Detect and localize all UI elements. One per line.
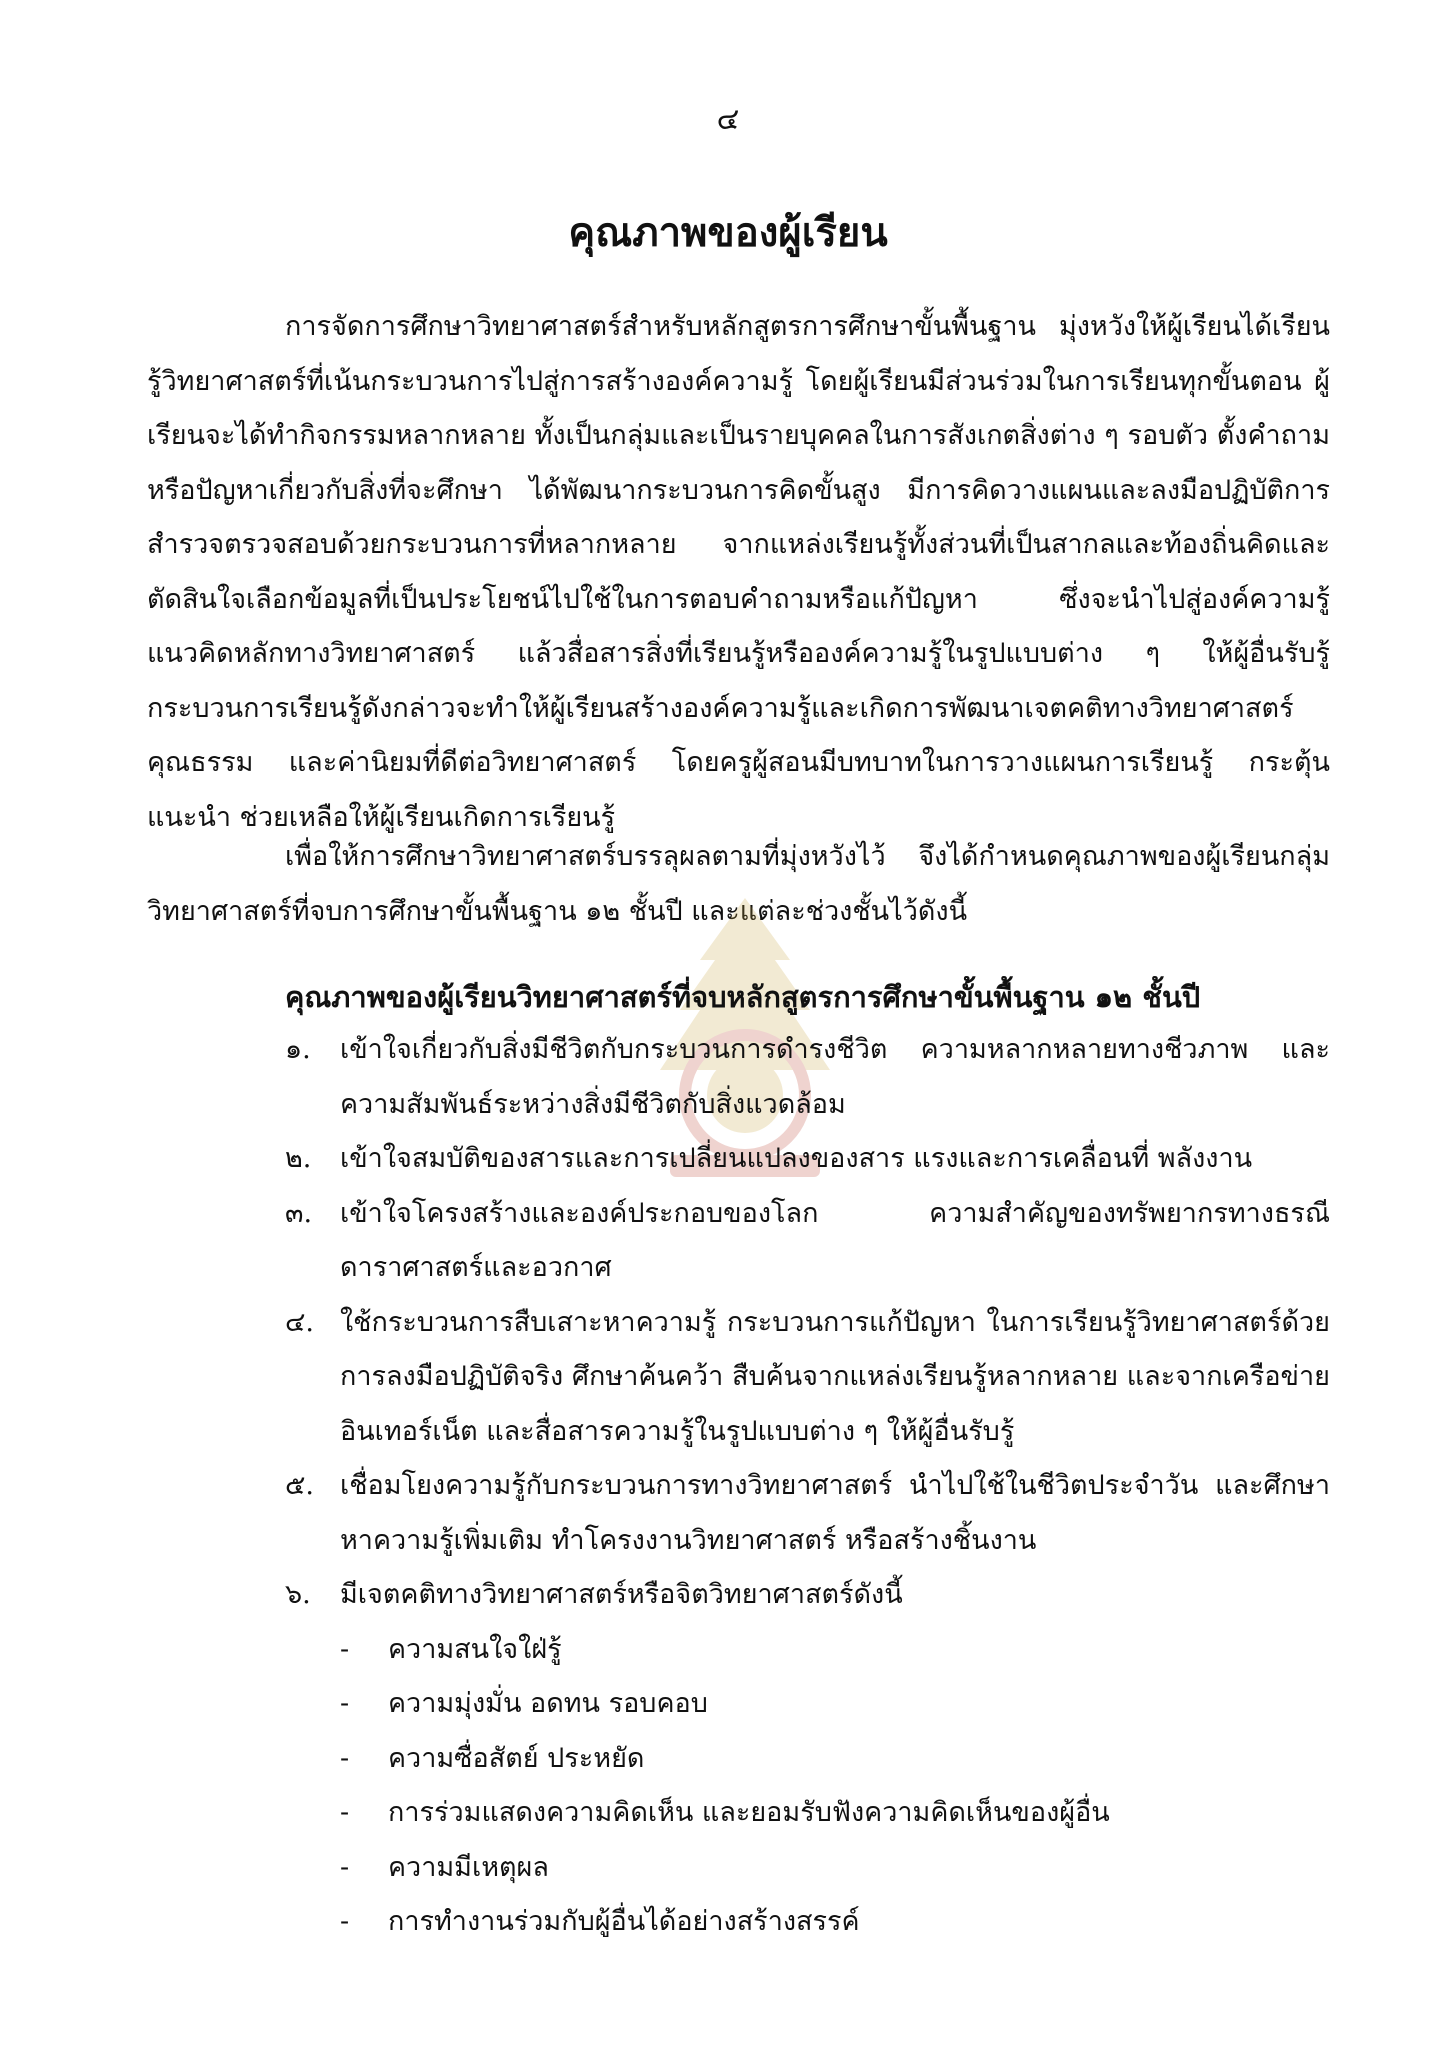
sublist-item-text: ความสนใจใฝ่รู้: [388, 1633, 562, 1665]
sublist-item-text: ความซื่อสัตย์ ประหยัด: [388, 1742, 645, 1774]
sublist-item: [285, 1677, 1330, 1732]
list-item: [285, 1023, 1330, 1132]
list-item-text: เข้าใจโครงสร้างและองค์ประกอบของโลก ความสำคัญของทรัพยากรทางธรณี ดาราศาสตร์และอวกาศ: [340, 1197, 1330, 1283]
list-item-text: เข้าใจสมบัติของสารและการเปลี่ยนแปลงของสาร แรงและการเคลื่อนที่ พลังงาน: [340, 1143, 1253, 1174]
sublist-item-text: การทำงานร่วมกับผู้อื่นได้อย่างสร้างสรรค์: [388, 1906, 860, 1937]
list-item: [285, 1459, 1330, 1568]
list-item-text: เข้าใจเกี่ยวกับสิ่งมีชีวิตกับกระบวนการดำรงชีวิต ความหลากหลายทางชีวภาพ และความสัมพันธ์ระหว่างสิ่งมีชีวิตกับสิ่งแวดล้อม: [340, 1034, 1330, 1120]
list-item: [285, 1187, 1330, 1296]
sublist-item: [285, 1786, 1330, 1841]
attitude-sublist: [285, 1623, 1330, 1950]
dash-bullet: -: [340, 1851, 350, 1883]
dash-bullet: -: [340, 1742, 350, 1774]
list-item-text: มีเจตคติทางวิทยาศาสตร์หรือจิตวิทยาศาสตร์ดังนี้: [340, 1579, 903, 1610]
sublist-item: [285, 1623, 1330, 1678]
list-item-number: ๒.: [285, 1143, 312, 1174]
page-number: ๔: [716, 102, 740, 137]
list-item-number: ๕.: [285, 1470, 315, 1501]
list-item-text: ใช้กระบวนการสืบเสาะหาความรู้ กระบวนการแก้ปัญหา ในการเรียนรู้วิทยาศาสตร์ด้วยการลงมือปฏิบัติจริง ศึกษาค้นคว้า สืบค้นจากแหล่งเรียนรู้หลากหลาย และจากเครือข่ายอินเทอร์เน็ต และสื่อสารความรู้ในรูปแบบต่าง ๆ ให้ผู้อื่นรับรู้: [340, 1306, 1330, 1447]
dash-bullet: -: [340, 1797, 350, 1828]
list-item-number: ๖.: [285, 1579, 311, 1610]
dash-bullet: -: [340, 1633, 350, 1665]
list-item-number: ๔.: [285, 1306, 315, 1338]
page-title: คุณภาพของผู้เรียน: [568, 209, 888, 256]
intro-paragraph-1: [147, 300, 1330, 845]
quality-list: [285, 1023, 1330, 1950]
dash-bullet: -: [340, 1688, 350, 1719]
list-item: [285, 1568, 1330, 1623]
sublist-item: [285, 1841, 1330, 1896]
list-item: [285, 1132, 1330, 1187]
list-item-text: เชื่อมโยงความรู้กับกระบวนการทางวิทยาศาสตร์ นำไปใช้ในชีวิตประจำวัน และศึกษาหาความรู้เพิ่มเติม ทำโครงงานวิทยาศาสตร์ หรือสร้างชิ้นงาน: [340, 1470, 1330, 1556]
sublist-item: [285, 1895, 1330, 1950]
section-heading: คุณภาพของผู้เรียนวิทยาศาสตร์ที่จบหลักสูตรการศึกษาขั้นพื้นฐาน ๑๒ ชั้นปี: [285, 980, 1201, 1014]
intro-paragraph-2-text: เพื่อให้การศึกษาวิทยาศาสตร์บรรลุผลตามที่มุ่งหวังไว้ จึงได้กำหนดคุณภาพของผู้เรียนกลุ่มวิทยาศาสตร์ที่จบการศึกษาขั้นพื้นฐาน ๑๒ ชั้นปี และแต่ละช่วงชั้นไว้ดังนี้: [147, 841, 1330, 927]
sublist-item-text: ความมุ่งมั่น อดทน รอบคอบ: [388, 1688, 708, 1719]
sublist-item-text: การร่วมแสดงความคิดเห็น และยอมรับฟังความคิดเห็นของผู้อื่น: [388, 1797, 1110, 1828]
list-item: [285, 1296, 1330, 1460]
dash-bullet: -: [340, 1906, 350, 1937]
list-item-number: ๓.: [285, 1197, 313, 1229]
list-item-number: ๑.: [285, 1034, 311, 1065]
sublist-item: [285, 1732, 1330, 1787]
sublist-item-text: ความมีเหตุผล: [388, 1851, 549, 1883]
intro-paragraph-1-text: การจัดการศึกษาวิทยาศาสตร์สำหรับหลักสูตรการศึกษาขั้นพื้นฐาน มุ่งหวังให้ผู้เรียนได้เรียนรู้วิทยาศาสตร์ที่เน้นกระบวนการไปสู่การสร้างองค์ความรู้ โดยผู้เรียนมีส่วนร่วมในการเรียนทุกขั้นตอน ผู้เรียนจะได้ทำกิจกรรมหลากหลาย ทั้งเป็นกลุ่มและเป็นรายบุคคลในการสังเกตสิ่งต่าง ๆ รอบตัว ตั้งคำถามหรือปัญหาเกี่ยวกับสิ่งที่จะศึกษา ได้พัฒนากระบวนการคิดขั้นสูง มีการคิดวางแผนและลงมือปฏิบัติการสำรวจตรวจสอบด้วยกระบวนการที่หลากหลาย จากแหล่งเรียนรู้ทั้งส่วนที่เป็นสากลและท้องถิ่นคิดและตัดสินใจเลือกข้อมูลที่เป็นประโยชน์ไปใช้ในการตอบคำถามหรือแก้ปัญหา ซึ่งจะนำไปสู่องค์ความรู้แนวคิดหลักทางวิทยาศาสตร์ แล้วสื่อสารสิ่งที่เรียนรู้หรือองค์ความรู้ในรูปแบบต่าง ๆ ให้ผู้อื่นรับรู้กระบวนการเรียนรู้ดังกล่าวจะทำให้ผู้เรียนสร้างองค์ความรู้และเกิดการพัฒนาเจตคติทางวิทยาศาสตร์คุณธรรม และค่านิยมที่ดีต่อวิทยาศาสตร์ โดยครูผู้สอนมีบทบาทในการวางแผนการเรียนรู้ กระตุ้นแนะนำ ช่วยเหลือให้ผู้เรียนเกิดการเรียนรู้: [147, 311, 1330, 833]
